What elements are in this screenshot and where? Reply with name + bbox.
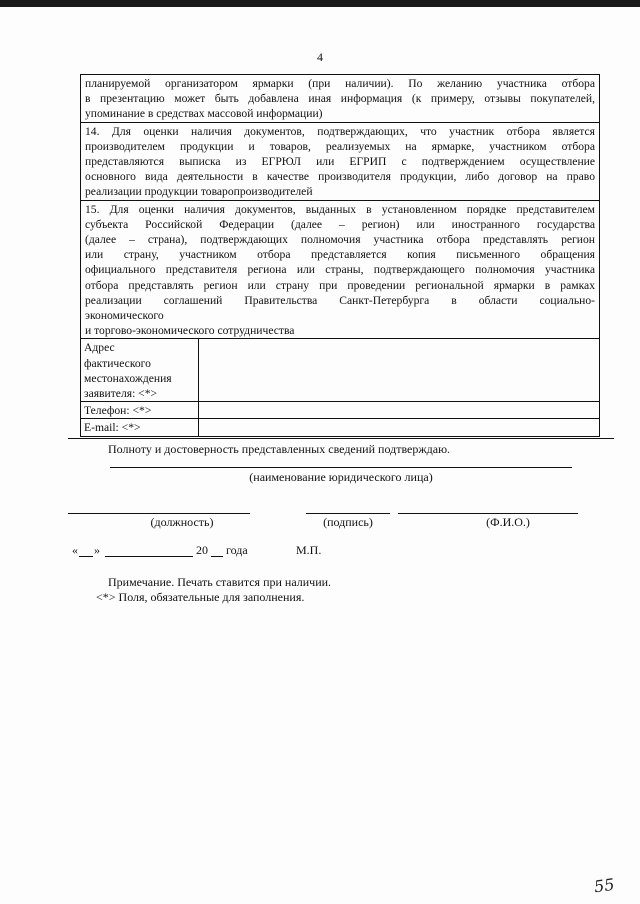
signature-caption: (подпись) [323, 515, 373, 529]
item-15-line-1: 15. Для оценки наличия документов, выданных в установленном порядке представителем [85, 202, 595, 216]
table-row-email [81, 419, 600, 436]
position-line[interactable] [68, 513, 250, 514]
intro-cell [81, 75, 600, 123]
table-row-intro [81, 75, 600, 123]
note-required-fields: <*> Поля, обязательные для заполнения. [96, 590, 305, 604]
date-open-quote: « [72, 543, 78, 557]
item-15-line-3: (далее – страна), подтверждающих полномочия участника отбора представлять регион [85, 233, 595, 247]
seal-mark: М.П. [296, 543, 322, 557]
date-close-quote: » [94, 543, 100, 557]
item-14-line-3: представляются выписка из ЕГРЮЛ или ЕГРИП с подтверждением осуществление [85, 155, 595, 169]
address-label-line-3: местонахождения [84, 371, 172, 385]
page-number: 4 [317, 50, 323, 64]
fio-line[interactable] [398, 513, 578, 514]
address-value-field[interactable] [199, 339, 600, 402]
item-15-line-4: или страну, участником отбора представляется копия письменного обращения [85, 248, 595, 262]
item-15-line-9: и торгово-экономического сотрудничества [85, 324, 295, 338]
item-15-line-6: отбора представлять регион или страну при проведении региональной ярмарки в рамках [85, 278, 595, 292]
item-15-line-5: официального представителя региона или страны, подтверждающего полномочия участника [85, 263, 595, 277]
item-14-line-2: производителем продукции и товаров, реализуемых на ярмарке, участником отбора [85, 139, 595, 153]
note-seal: Примечание. Печать ставится при наличии. [108, 575, 332, 589]
legal-entity-caption: (наименование юридического лица) [249, 470, 433, 484]
handwritten-page-mark: 55 [592, 874, 616, 897]
scan-top-edge [0, 0, 640, 7]
separator-line [68, 438, 614, 439]
date-month-line[interactable] [105, 556, 193, 557]
signature-line[interactable] [306, 513, 390, 514]
item-15-line-2: субъекта Российской Федерации (далее – регион) или иностранного государства [85, 217, 595, 231]
item-15-line-8: экономического [85, 309, 164, 323]
address-label-line-1: Адрес [84, 341, 115, 355]
legal-entity-line[interactable] [110, 467, 572, 468]
application-form-table [80, 74, 600, 437]
date-year-prefix: 20 [196, 543, 208, 557]
address-label-line-4: заявителя: <*> [84, 387, 158, 401]
date-day-line[interactable] [79, 556, 93, 557]
item-14-cell [81, 122, 600, 200]
item-14-line-1: 14. Для оценки наличия документов, подтверждающих, что участник отбора является [85, 124, 595, 138]
item-15-cell [81, 200, 600, 339]
position-caption: (должность) [150, 515, 214, 529]
table-row-phone [81, 402, 600, 419]
table-row-14 [81, 122, 600, 200]
table-row-15 [81, 200, 600, 339]
address-label [81, 339, 199, 402]
date-year-line[interactable] [211, 556, 223, 557]
item-14-line-4: основного вида деятельности в качестве производителя продукции, либо договор на право [85, 170, 595, 184]
item-15-line-7: реализации соглашений Правительства Санкт-Петербурга в области социально- [85, 293, 595, 307]
email-value-field[interactable] [199, 419, 600, 436]
date-year-suffix: года [226, 543, 248, 557]
confirmation-text: Полноту и достоверность представленных сведений подтверждаю. [108, 442, 451, 456]
intro-line-1: планируемой организатором ярмарки (при наличии). По желанию участника отбора [85, 77, 595, 90]
address-label-line-2: фактического [84, 356, 151, 370]
table-row-address [81, 339, 600, 402]
phone-label: Телефон: <*> [81, 402, 199, 419]
email-label: E-mail: <*> [81, 419, 199, 436]
intro-line-3: упоминание в средствах массовой информации) [85, 107, 323, 121]
fio-caption: (Ф.И.О.) [486, 515, 530, 529]
intro-line-2: в презентацию может быть добавлена иная информация (к примеру, отзывы покупателей, [85, 92, 595, 106]
phone-value-field[interactable] [199, 402, 600, 419]
item-14-line-5: реализации продукции товаропроизводителей [85, 185, 313, 199]
